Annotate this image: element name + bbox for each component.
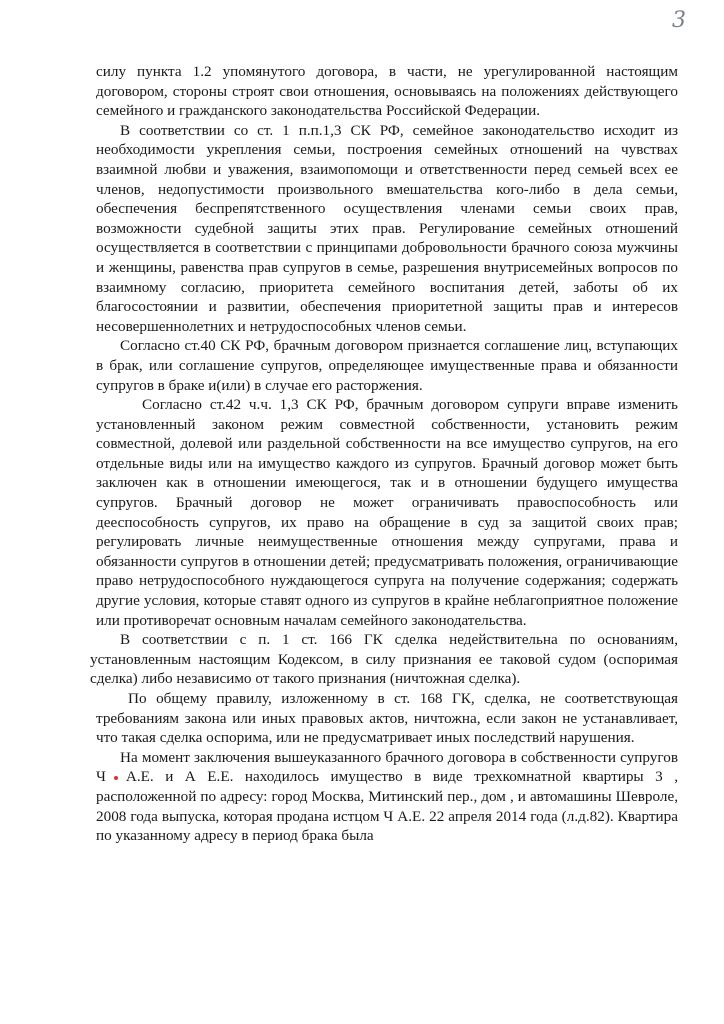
paragraph-7-part-1: На момент заключения вышеуказанного брачного договора в собственности супругов Ч [96, 748, 678, 786]
redaction-mark [114, 776, 118, 780]
paragraph-7-part-2: А.Е. и А [125, 768, 196, 786]
paragraph-6: По общему правилу, изложенному в ст. 168 ГК, сделка, не соответствующая требованиям закона или иных правовых актов, ничтожна, если закон не устанавливает, что такая сделка оспорима, или не предусматривает иных последствий нарушения. [96, 690, 678, 747]
paragraph-5: В соответствии с п. 1 ст. 166 ГК сделка недействительна по основаниям, установленным настоящим Кодексом, в силу признания ее таковой судом (оспоримая сделка) либо независимо от такого признания (ничтожная сделка). [90, 631, 678, 688]
paragraph-7-part-4: , расположенной по адресу: город Москва, Митинский пер., дом [96, 768, 678, 805]
paragraph-7-part-6: А.Е. 22 апреля 2014 года (л.д.82). Квартира по указанному адресу в период брака была [96, 807, 679, 845]
document-body [90, 62, 679, 846]
paragraph-3: Согласно ст.40 СК РФ, брачным договором признается соглашение лиц, вступающих в брак, или соглашение супругов, определяющее имущественные права и обязанности супругов в браке и(или) в случае его расторжения. [96, 337, 678, 394]
page-number: 3 [672, 8, 686, 33]
paragraph-4: Согласно ст.42 ч.ч. 1,3 СК РФ, брачным договором супруги вправе изменить установленный законом режим совместной собственности, установить режим совместной, долевой или раздельной собственности на все имущество супругов, на его отдельные виды или на имущество каждого из супругов. Брачный договор может быть заключен как в отношении имеющегося, так и в отношении будущего имущества супругов. Брачный договор не может ограничивать правоспособность или дееспособность супругов, их право на обращение в суд за защитой своих прав; регулировать личные неимущественные отношения между супругами, права и обязанности супругов в отношении детей; предусматривать положения, ограничивающие право нетрудоспособного нуждающегося супруга на получение содержания; содержать другие условия, которые ставят одного из супругов в крайне неблагоприятное положение или противоречат основным началам семейного законодательства. [96, 396, 678, 629]
paragraph-1: силу пункта 1.2 упомянутого договора, в части, не урегулированной настоящим договором, стороны строят свои отношения, основываясь на положениях действующего семейного и гражданского законодательства Российской Федерации. [96, 63, 678, 120]
paragraph-7-part-3: Е.Е. находилось имущество в виде трехкомнатной квартиры 3 [207, 768, 663, 786]
paragraph-7-part-5: , и автомашины Шевроле, 2008 года выпуска, которая продана истцом Ч [96, 787, 678, 825]
paragraph-7 [96, 748, 678, 846]
paragraph-2: В соответствии со ст. 1 п.п.1,3 СК РФ, семейное законодательство исходит из необходимости укрепления семьи, построения семейных отношений на чувствах взаимной любви и уважения, взаимопомощи и ответственности перед семьей всех ее членов, недопустимости произвольного вмешательства кого-либо в дела семьи, обеспечения беспрепятственного осуществления членами семьи своих прав, возможности судебной защиты этих прав. Регулирование семейных отношений осуществляется в соответствии с принципами добровольности брачного союза мужчины и женщины, равенства прав супругов в семье, разрешения внутрисемейных вопросов по взаимному согласию, приоритета семейного воспитания детей, заботы об их благосостоянии и развитии, обеспечения приоритетной защиты прав и интересов несовершеннолетних и нетрудоспособных членов семьи. [96, 121, 678, 335]
